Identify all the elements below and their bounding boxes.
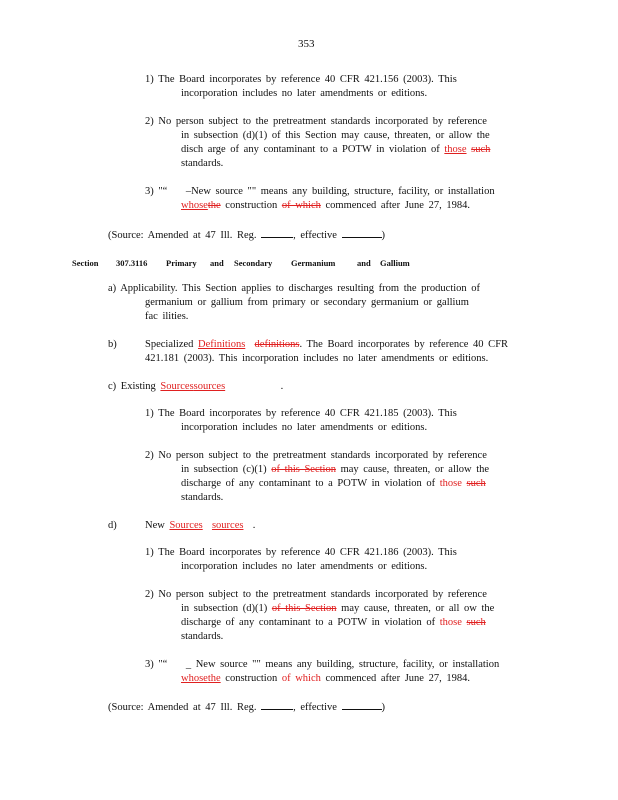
deleted-text: the	[207, 673, 221, 684]
section-label: Section	[72, 258, 99, 268]
section-title-word: Germanium	[291, 258, 336, 268]
subsection-b-line1	[145, 339, 508, 351]
deleted-text: of which	[281, 200, 321, 211]
upper-item3-line2	[181, 200, 470, 212]
subsection-b-line2: 421.181 (2003). This incorporation includes no later amendments or editions.	[145, 353, 489, 364]
text-run: c) Existing	[108, 381, 161, 392]
upper-item1-line2: incorporation includes no later amendments or editions.	[181, 88, 428, 99]
c-item2-line4: standards.	[181, 492, 224, 503]
d-item2-line4: standards.	[181, 631, 224, 642]
text-run: (Source: Amended at 47 Ill. Reg.	[108, 702, 257, 713]
inserted-text: whose	[181, 200, 208, 211]
text-run: in subsection (c)(1)	[181, 464, 272, 475]
text-run: )	[381, 702, 386, 713]
section-title-word: Primary	[166, 258, 197, 268]
inserted-text: of which	[281, 673, 321, 684]
text-run: –New source "	[185, 186, 252, 197]
inserted-text: those	[439, 478, 462, 489]
c-item2-line1: 2) No person subject to the pretreatment standards incorporated by reference	[145, 450, 487, 461]
c-item2-line2	[181, 464, 489, 476]
d-item1-line1: 1) The Board incorporates by reference 40 CFR 421.186 (2003). This	[145, 547, 457, 558]
section-title-word: Secondary	[234, 258, 273, 268]
blank-line	[261, 228, 293, 238]
subsection-a-line1: a) Applicability. This Section applies to discharges resulting from the production of	[108, 283, 481, 294]
subsection-d-heading	[145, 520, 255, 532]
section-title-word: Gallium	[380, 258, 410, 268]
upper-item3-line1	[145, 186, 495, 198]
blank-line	[342, 700, 382, 710]
text-run: 3) "“	[145, 186, 168, 197]
section-title-word: and	[357, 258, 371, 268]
text-run: 3) "“	[145, 659, 168, 670]
text-run: means any building, structure, facility, or installation	[256, 186, 495, 197]
c-item1-line1: 1) The Board incorporates by reference 40 CFR 421.185 (2003). This	[145, 408, 457, 419]
d-item2-line1: 2) No person subject to the pretreatment standards incorporated by reference	[145, 589, 487, 600]
text-run: construction	[220, 200, 282, 211]
text-run: commenced after June 27, 1984.	[320, 200, 470, 211]
upper-item1-line1: 1) The Board incorporates by reference 40 CFR 421.156 (2003). This	[145, 74, 457, 85]
c-item2-line3	[181, 478, 486, 490]
text-run: disch arge of any contaminant to a POTW in violation of	[181, 144, 445, 155]
upper-item2-line3	[181, 144, 490, 156]
subsection-b-label: b)	[108, 339, 117, 350]
d-item3-line1	[145, 659, 499, 671]
text-run: may cause, threaten, or all ow the	[336, 603, 495, 614]
inserted-text: those	[439, 617, 462, 628]
subsection-a-line3: fac ilities.	[145, 311, 189, 322]
section-title-word: and	[210, 258, 224, 268]
text-run: discharge of any contaminant to a POTW in violation of	[181, 478, 440, 489]
inserted-text: whose	[181, 673, 208, 684]
deleted-text: sources	[193, 381, 226, 392]
text-run: )	[381, 230, 386, 241]
source-note-2	[108, 700, 385, 714]
source-note	[108, 228, 385, 242]
subsection-a-line2: germanium or gallium from primary or secondary germanium or gallium	[145, 297, 469, 308]
text-run: "	[256, 659, 261, 670]
c-item1-line2: incorporation includes no later amendments or editions.	[181, 422, 428, 433]
upper-item2-line1: 2) No person subject to the pretreatment standards incorporated by reference	[145, 116, 487, 127]
deleted-text: such	[471, 144, 491, 155]
text-run: in subsection (d)(1)	[181, 603, 272, 614]
blank-line	[342, 228, 382, 238]
deleted-text: sources	[211, 520, 244, 531]
text-run: .	[252, 520, 256, 531]
d-item3-line2	[181, 673, 470, 685]
text-run: (Source: Amended at 47 Ill. Reg.	[108, 230, 257, 241]
d-item2-line2	[181, 603, 494, 615]
page-number: 353	[298, 38, 315, 50]
text-run: may cause, threaten, or allow the	[335, 464, 490, 475]
text-run: _ New source "	[185, 659, 257, 670]
text-run: construction	[220, 673, 282, 684]
inserted-text: Sources	[160, 381, 194, 392]
blank-line	[261, 700, 293, 710]
text-run: means any building, structure, facility, or installation	[260, 659, 500, 670]
text-run: Specialized	[145, 339, 199, 350]
deleted-text: of this Section	[271, 603, 337, 614]
d-item2-line3	[181, 617, 486, 629]
text-run: commenced after June 27, 1984.	[320, 673, 470, 684]
upper-item2-line2: in subsection (d)(1) of this Section may cause, threaten, or allow the	[181, 130, 490, 141]
text-run: "	[251, 186, 257, 197]
deleted-text: the	[207, 200, 221, 211]
deleted-text: of this Section	[271, 464, 336, 475]
section-number: 307.3116	[116, 258, 148, 268]
text-run: . The Board incorporates by reference 40 CFR	[299, 339, 509, 350]
text-run: discharge of any contaminant to a POTW in violation of	[181, 617, 440, 628]
deleted-text: definitions	[254, 339, 300, 350]
inserted-text: Definitions	[198, 339, 246, 350]
deleted-text: such	[466, 478, 486, 489]
d-item1-line2: incorporation includes no later amendments or editions.	[181, 561, 428, 572]
text-run: New	[145, 520, 170, 531]
deleted-text: such	[466, 617, 486, 628]
text-run: , effective	[293, 230, 337, 241]
inserted-text: those	[444, 144, 467, 155]
inserted-text: Sources	[169, 520, 203, 531]
upper-item2-line4: standards.	[181, 158, 224, 169]
text-run: .	[280, 381, 284, 392]
subsection-c-heading	[108, 381, 283, 393]
subsection-d-label: d)	[108, 520, 117, 531]
text-run: , effective	[293, 702, 337, 713]
